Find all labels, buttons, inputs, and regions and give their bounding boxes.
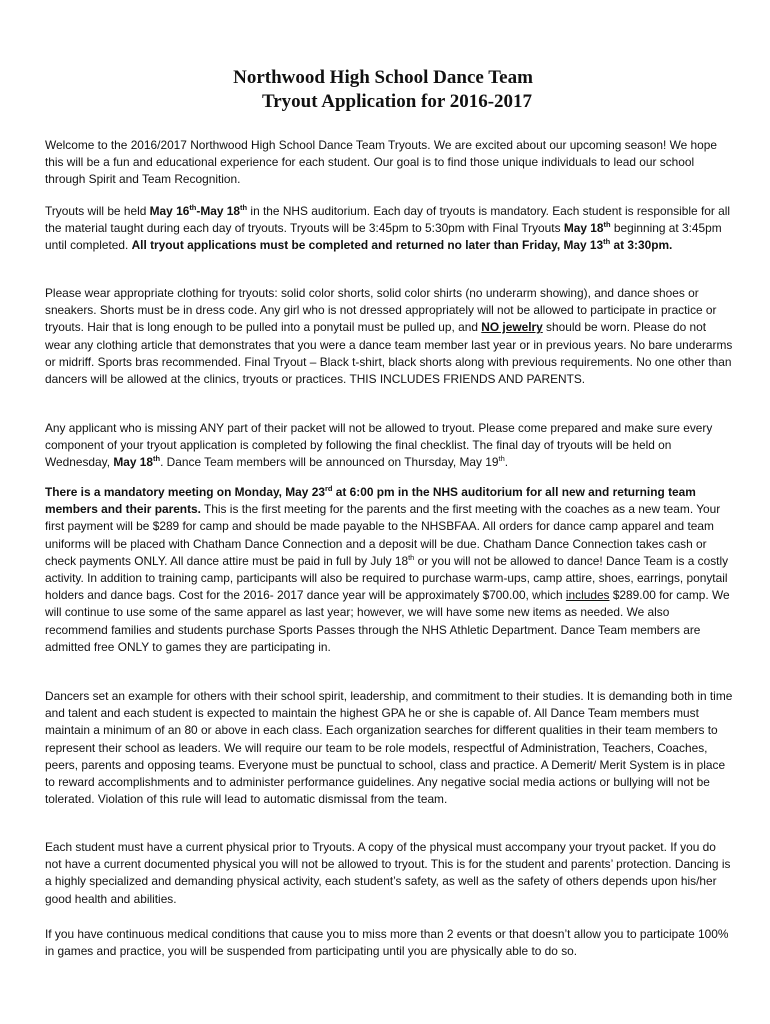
- includes-emphasis: includes: [565, 588, 610, 603]
- meeting-text-3: $289.00 for camp. We will continue to use some of the same apparel as last year; however, we will have some new items as needed. We also recommend families and students purchase Sports Passes through the NHS Athletic Department. Dance Team members are admitted free ONLY to games they are participating in.: [45, 588, 730, 654]
- meeting-notice-2: at 6:00 pm in the NHS auditorium for all new and returning team members and their parents.: [45, 485, 696, 517]
- meeting-notice: There is a mandatory meeting on Monday, May 23: [45, 485, 325, 499]
- welcome-paragraph: Welcome to the 2016/2017 Northwood High School Dance Team Tryouts. We are excited about our upcoming season! We hope this will be a fun and educational experience for each student. Our goal is to find those unique individuals to lead our school through Spirit and Team Recognition.: [45, 138, 717, 187]
- clothing-text-2: should be worn. Please do not wear any clothing article that demonstrates that you were a dance team member last year or in previous years. No bare underarms or midriff. Sports bras recommended. Final Tryout – Black t-shirt, black shorts along with previous requirements. No one other than dancers will be allowed at the clinics, tryouts or practices. THIS INCLUDES FRIENDS AND PARENTS.: [45, 320, 733, 387]
- final-tryout-date: May 18: [563, 221, 604, 236]
- ordinal-suffix: th: [603, 237, 611, 247]
- tryout-text-1: Tryouts will be held: [45, 204, 150, 218]
- packet-text-2: . Dance Team members will be announced on Thursday, May 19: [160, 455, 499, 470]
- tryout-date-start: May 16: [149, 204, 190, 218]
- no-jewelry-emphasis: NO jewelry: [481, 320, 543, 335]
- ordinal-suffix: rd: [324, 484, 333, 494]
- document-subtitle: Tryout Application for 2016-2017: [261, 91, 533, 112]
- ordinal-suffix: th: [152, 454, 161, 464]
- ordinal-suffix: th: [498, 454, 505, 464]
- ordinal-suffix: th: [603, 220, 611, 230]
- ordinal-suffix: th: [240, 203, 248, 213]
- conduct-paragraph: Dancers set an example for others with their school spirit, leadership, and commitment to their studies. It is demanding both in time and talent and each student is expected to maintain the highest GPA he or she is capable of. All Dance Team members must maintain a minimum of an 80 or above in each class. Each organization searches for different qualities in their team members to represent their school as leaders. We will require our team to be role models, respectful of Administration, Teachers, Coaches, peers, parents and opposing teams. Everyone must be punctual to school, class and practice. A Demerit/ Merit System is in place to reward accomplishments and to administer performance guidelines. Any negative social media actions or bullying will not be tolerated. Violation of this rule will lead to automatic dismissal from the team.: [45, 689, 733, 807]
- meeting-text-2: or you will not be allowed to dance! Dance Team is a costly activity. In addition to training camp, participants will also be required to purchase warm-ups, camp attire, shoes, earrings, ponytail holders and dance bags. Cost for the 2016- 2017 dance year will be approximately $700.00, which: [45, 553, 729, 603]
- final-day-date: May 18: [113, 455, 153, 470]
- tryout-date-end: -May 18: [196, 204, 241, 218]
- ordinal-suffix: th: [189, 203, 197, 213]
- packet-paragraph: [45, 420, 735, 472]
- application-deadline-time: at 3:30pm.: [610, 238, 673, 253]
- tryout-dates-paragraph: [45, 203, 735, 255]
- application-deadline: All tryout applications must be completed and returned no later than Friday, May 13: [131, 238, 604, 253]
- packet-text-1: Any applicant who is missing ANY part of their packet will not be allowed to tryout. Please come prepared and make sure every component of your tryout application is completed by following the final checklist. The final day of tryouts will be held on Wednesday,: [45, 421, 713, 470]
- ordinal-suffix: th: [408, 552, 415, 562]
- meeting-paragraph: [45, 484, 735, 656]
- clothing-paragraph: [45, 285, 735, 388]
- medical-paragraph: If you have continuous medical conditions that cause you to miss more than 2 events or that doesn’t allow you to participate 100% in games and practice, you will be suspended from participating until you are physically able to do so.: [45, 927, 729, 959]
- packet-text-3: .: [504, 455, 509, 470]
- document-title: Northwood High School Dance Team: [233, 67, 533, 88]
- tryout-text-3: beginning at 3:45pm until completed.: [45, 221, 722, 253]
- clothing-text-1: Please wear appropriate clothing for tryouts: solid color shorts, solid color shirts (no underarm showing), and dance shoes or sneakers. Shorts must be in dress code. Any girl who is not dressed appropriately will not be allowed to participate in practice or tryouts. Hair that is long enough to be pulled into a ponytail must be pulled up, and: [45, 286, 717, 335]
- tryout-text-2: in the NHS auditorium. Each day of tryouts is mandatory. Each student is responsible for all the material taught during each day of tryouts. Tryouts will be 3:45pm to 5:30pm with Final Tryouts: [45, 204, 731, 236]
- meeting-text-1: This is the first meeting for the parents and the first meeting with the coaches as a new team. Your first payment will be $289 for camp and should be made payable to the NHSBFAA. All orders for dance camp apparel and team uniforms will be placed with Chatham Dance Connection and a deposit will be due. Chatham Dance Connection takes cash or check payments ONLY. All dance attire must be paid in full by July 18: [45, 502, 721, 568]
- physical-paragraph: Each student must have a current physical prior to Tryouts. A copy of the physical must accompany your tryout packet. If you do not have a current documented physical you will not be allowed to tryout. This is for the student and parents’ protection. Dancing is a highly specialized and demanding physical activity, each student’s safety, as well as the safety of others depends upon his/her good health and abilities.: [45, 840, 731, 906]
